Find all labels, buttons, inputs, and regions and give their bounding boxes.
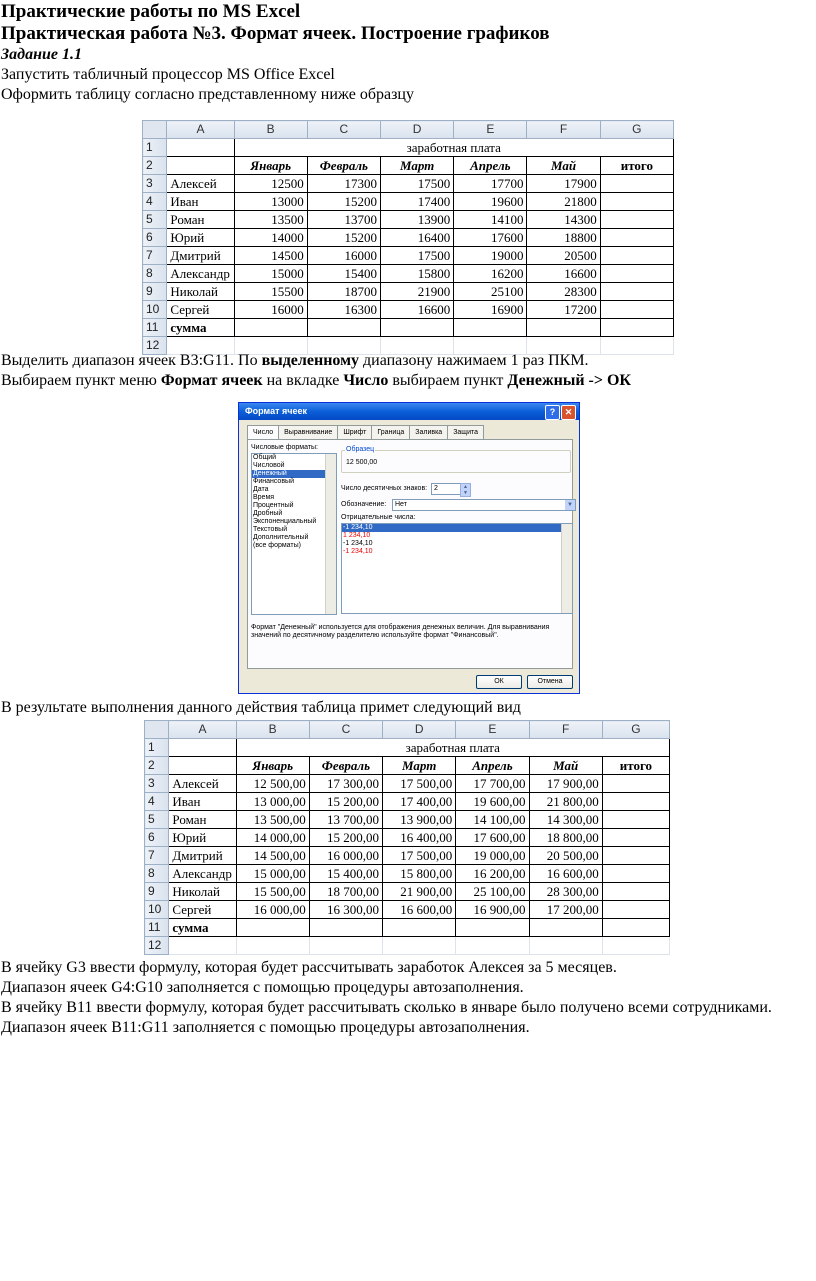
salary-cell[interactable]: 25100: [454, 283, 527, 301]
salary-cell[interactable]: 15500: [234, 283, 307, 301]
table-row: [145, 775, 670, 793]
row-header[interactable]: 7: [143, 247, 167, 265]
month-header[interactable]: Февраль: [309, 757, 382, 775]
total-cell[interactable]: [602, 775, 669, 793]
column-header-row: [145, 721, 670, 739]
document-end: [0, 958, 816, 1038]
row-header[interactable]: 7: [145, 847, 169, 865]
bold-span: Денежный -> ОК: [507, 372, 632, 389]
salary-cell[interactable]: 17 200,00: [529, 901, 602, 919]
sum-cell[interactable]: [307, 319, 380, 337]
negative-label: Отрицательные числа:: [341, 514, 416, 521]
sample-label: Образец: [346, 446, 375, 453]
table-row: [145, 847, 670, 865]
total-cell[interactable]: [602, 793, 669, 811]
salary-cell[interactable]: 16 200,00: [456, 865, 529, 883]
total-cell[interactable]: [602, 901, 669, 919]
instruction-3: [0, 351, 816, 371]
tab-4[interactable]: Заливка: [409, 425, 448, 439]
row-header[interactable]: 5: [143, 211, 167, 229]
help-button[interactable]: ?: [545, 405, 560, 420]
row-header[interactable]: 2: [145, 757, 169, 775]
table-row: [145, 739, 670, 757]
total-cell[interactable]: [602, 847, 669, 865]
table-row: [143, 301, 674, 319]
sample-table: [142, 120, 674, 355]
salary-cell[interactable]: 13900: [381, 211, 454, 229]
salary-cell[interactable]: 19600: [454, 193, 527, 211]
instruction-1: Запустить табличный процессор MS Office Excel: [1, 66, 335, 83]
salary-cell[interactable]: 13 500,00: [236, 811, 309, 829]
tab-5[interactable]: Защита: [447, 425, 484, 439]
column-header-f[interactable]: F: [529, 721, 602, 739]
table-row: [143, 319, 674, 337]
sum-cell[interactable]: [234, 319, 307, 337]
salary-cell[interactable]: 21800: [527, 193, 600, 211]
format-item[interactable]: Процентный: [253, 502, 294, 509]
number-tab-panel: [247, 439, 573, 669]
format-item[interactable]: Общий: [253, 454, 277, 461]
salary-cell[interactable]: 25 100,00: [456, 883, 529, 901]
month-header[interactable]: Апрель: [456, 757, 529, 775]
salary-cell[interactable]: 17 900,00: [529, 775, 602, 793]
instruction-2: Оформить таблицу согласно представленному ниже образцу: [1, 86, 414, 103]
salary-cell[interactable]: 19 600,00: [456, 793, 529, 811]
ok-button[interactable]: ОК: [476, 675, 522, 689]
employee-name[interactable]: Роман: [167, 211, 234, 229]
salary-cell[interactable]: 14 100,00: [456, 811, 529, 829]
doc-title: Практические работы по MS Excel: [1, 1, 301, 22]
instruction-9: Диапазон ячеек B11:G11 заполняется с помощью процедуры автозаполнения.: [1, 1019, 530, 1036]
sample-value: 12 500,00: [346, 459, 378, 466]
dialog-title-bar[interactable]: [239, 403, 579, 420]
format-item[interactable]: Числовой: [253, 462, 285, 469]
salary-cell[interactable]: 14 000,00: [236, 829, 309, 847]
total-cell[interactable]: [600, 211, 673, 229]
work-title: Практическая работа №3. Формат ячеек. Построение графиков: [1, 23, 550, 44]
salary-cell[interactable]: 17600: [454, 229, 527, 247]
salary-cell[interactable]: 14000: [234, 229, 307, 247]
month-header[interactable]: Март: [383, 757, 456, 775]
row-header[interactable]: 8: [143, 265, 167, 283]
employee-name[interactable]: Сергей: [167, 301, 234, 319]
salary-cell[interactable]: 21900: [381, 283, 454, 301]
format-description: Формат "Денежный" используется для отображения денежных величин. Для выравнивания значений по десятичному разделителю используйте формат "Финансовый".: [251, 624, 550, 639]
task-label: Задание 1.1: [1, 46, 82, 63]
document-result: [0, 698, 816, 718]
symbol-select[interactable]: [392, 499, 576, 511]
column-header-b[interactable]: B: [236, 721, 309, 739]
total-cell[interactable]: [602, 811, 669, 829]
table-row: [145, 793, 670, 811]
cell-a1[interactable]: [169, 739, 236, 757]
total-cell[interactable]: [600, 247, 673, 265]
sum-cell[interactable]: [529, 919, 602, 937]
salary-cell[interactable]: 14500: [234, 247, 307, 265]
instruction-6: В ячейку G3 ввести формулу, которая будет рассчитывать заработок Алексея за 5 месяцев.: [1, 959, 617, 976]
column-header-e[interactable]: E: [456, 721, 529, 739]
row-header[interactable]: 6: [145, 829, 169, 847]
formats-list[interactable]: [251, 453, 337, 615]
row-header[interactable]: 8: [145, 865, 169, 883]
salary-cell[interactable]: 14300: [527, 211, 600, 229]
salary-cell[interactable]: 13 900,00: [383, 811, 456, 829]
cell-a1[interactable]: [167, 139, 234, 157]
salary-cell[interactable]: 17 300,00: [309, 775, 382, 793]
column-header-c[interactable]: C: [309, 721, 382, 739]
salary-cell[interactable]: 13 000,00: [236, 793, 309, 811]
employee-name[interactable]: Сергей: [169, 901, 236, 919]
document-mid: [0, 351, 816, 391]
cell-a2[interactable]: [169, 757, 236, 775]
employee-name[interactable]: Николай: [167, 283, 234, 301]
salary-cell[interactable]: 14100: [454, 211, 527, 229]
bold-span: Формат ячеек: [160, 372, 263, 389]
empty-cell[interactable]: [309, 937, 382, 955]
column-header-e[interactable]: E: [454, 121, 527, 139]
cell-a2[interactable]: [167, 157, 234, 175]
table-row: [145, 865, 670, 883]
salary-cell[interactable]: 19000: [454, 247, 527, 265]
employee-name[interactable]: Дмитрий: [169, 847, 236, 865]
total-cell[interactable]: [600, 283, 673, 301]
salary-cell[interactable]: 16300: [307, 301, 380, 319]
table-row: [143, 175, 674, 193]
month-header[interactable]: Апрель: [454, 157, 527, 175]
row-header[interactable]: 11: [145, 919, 169, 937]
month-header[interactable]: Февраль: [307, 157, 380, 175]
total-cell[interactable]: [602, 865, 669, 883]
tab-2[interactable]: Шрифт: [337, 425, 372, 439]
salary-cell[interactable]: 15200: [307, 229, 380, 247]
salary-cell[interactable]: 12500: [234, 175, 307, 193]
column-header-a[interactable]: A: [167, 121, 234, 139]
column-header-a[interactable]: A: [169, 721, 236, 739]
salary-cell[interactable]: 13000: [234, 193, 307, 211]
format-item[interactable]: (все форматы): [253, 542, 301, 549]
total-header[interactable]: итого: [602, 757, 669, 775]
salary-cell[interactable]: 20500: [527, 247, 600, 265]
table-row: [143, 157, 674, 175]
salary-cell[interactable]: 15000: [234, 265, 307, 283]
negative-format-item[interactable]: -1 234,10: [343, 540, 373, 547]
decimals-label: Число десятичных знаков:: [341, 485, 428, 492]
salary-cell[interactable]: 17 400,00: [383, 793, 456, 811]
row-header[interactable]: 6: [143, 229, 167, 247]
text-span: диапазону нажимаем 1 раз ПКМ.: [359, 352, 589, 369]
month-header[interactable]: Январь: [236, 757, 309, 775]
row-header[interactable]: 3: [143, 175, 167, 193]
total-cell[interactable]: [600, 193, 673, 211]
salary-cell[interactable]: 17 700,00: [456, 775, 529, 793]
row-header[interactable]: 4: [145, 793, 169, 811]
row-header[interactable]: 10: [145, 901, 169, 919]
employee-name[interactable]: Роман: [169, 811, 236, 829]
empty-cell[interactable]: [602, 937, 669, 955]
empty-cell[interactable]: [236, 937, 309, 955]
column-header-d[interactable]: D: [383, 721, 456, 739]
table-row: [145, 937, 670, 955]
salary-cell[interactable]: 16 600,00: [529, 865, 602, 883]
sum-cell[interactable]: [236, 919, 309, 937]
row-header[interactable]: 9: [145, 883, 169, 901]
format-item[interactable]: Денежный: [252, 470, 336, 478]
salary-cell[interactable]: 15 200,00: [309, 793, 382, 811]
table-row: [143, 229, 674, 247]
row-header[interactable]: 3: [145, 775, 169, 793]
tab-3[interactable]: Граница: [371, 425, 410, 439]
document: [0, 0, 816, 105]
salary-cell[interactable]: 18700: [307, 283, 380, 301]
salary-cell[interactable]: 16 300,00: [309, 901, 382, 919]
sum-cell[interactable]: [309, 919, 382, 937]
instruction-7: Диапазон ячеек G4:G10 заполняется с помощью процедуры автозаполнения.: [1, 979, 524, 996]
employee-name[interactable]: Александр: [167, 265, 234, 283]
select-all-corner[interactable]: [143, 121, 167, 139]
salary-cell[interactable]: 17 600,00: [456, 829, 529, 847]
salary-cell[interactable]: 17500: [381, 175, 454, 193]
row-header[interactable]: 10: [143, 301, 167, 319]
empty-cell[interactable]: [529, 937, 602, 955]
salary-cell[interactable]: 15 400,00: [309, 865, 382, 883]
salary-cell[interactable]: 16 000,00: [236, 901, 309, 919]
decimals-spinner[interactable]: ▲ ▼: [460, 483, 471, 497]
table-title-cell[interactable]: заработная плата: [236, 739, 669, 757]
row-header[interactable]: 2: [143, 157, 167, 175]
salary-cell[interactable]: 18 800,00: [529, 829, 602, 847]
symbol-value: Нет: [395, 501, 407, 508]
month-header[interactable]: Март: [381, 157, 454, 175]
sum-label[interactable]: сумма: [167, 319, 234, 337]
format-cells-dialog: [238, 402, 580, 694]
salary-cell[interactable]: 15 200,00: [309, 829, 382, 847]
sum-cell[interactable]: [454, 319, 527, 337]
row-header[interactable]: 1: [145, 739, 169, 757]
salary-cell[interactable]: 16 000,00: [309, 847, 382, 865]
salary-cell[interactable]: 19 000,00: [456, 847, 529, 865]
salary-cell[interactable]: 16900: [454, 301, 527, 319]
total-header[interactable]: итого: [600, 157, 673, 175]
negative-format-item[interactable]: 1 234,10: [343, 532, 371, 539]
column-header-row: [143, 121, 674, 139]
text-span: выбираем пункт: [388, 372, 508, 389]
text-span: Выбираем пункт меню: [1, 372, 161, 389]
total-cell[interactable]: [600, 265, 673, 283]
row-header[interactable]: 12: [145, 937, 169, 955]
dialog-tabs: [247, 425, 483, 439]
salary-cell[interactable]: 15 500,00: [236, 883, 309, 901]
salary-cell[interactable]: 16000: [234, 301, 307, 319]
sum-label[interactable]: сумма: [169, 919, 236, 937]
table-row: [145, 883, 670, 901]
format-item[interactable]: Дата: [253, 486, 269, 493]
total-cell[interactable]: [602, 829, 669, 847]
month-header[interactable]: Май: [527, 157, 600, 175]
bold-span: выделенному: [261, 352, 359, 369]
tab-0[interactable]: Число: [247, 425, 279, 441]
negative-scrollbar[interactable]: [561, 524, 572, 613]
employee-name[interactable]: Юрий: [167, 229, 234, 247]
close-button[interactable]: ✕: [561, 405, 576, 420]
month-header[interactable]: Январь: [234, 157, 307, 175]
salary-cell[interactable]: 16000: [307, 247, 380, 265]
salary-cell[interactable]: 13700: [307, 211, 380, 229]
salary-cell[interactable]: 14 300,00: [529, 811, 602, 829]
sum-cell[interactable]: [600, 319, 673, 337]
sample-group: [341, 446, 571, 473]
total-cell[interactable]: [600, 229, 673, 247]
total-cell[interactable]: [602, 883, 669, 901]
salary-cell[interactable]: 15800: [381, 265, 454, 283]
symbol-label: Обозначение:: [341, 501, 387, 508]
sum-cell[interactable]: [527, 319, 600, 337]
table-row: [143, 139, 674, 157]
salary-cell[interactable]: 16400: [381, 229, 454, 247]
table-row: [145, 757, 670, 775]
salary-cell[interactable]: 28 300,00: [529, 883, 602, 901]
format-item[interactable]: Финансовый: [253, 478, 294, 485]
table-row: [145, 811, 670, 829]
salary-cell[interactable]: 17700: [454, 175, 527, 193]
salary-cell[interactable]: 18800: [527, 229, 600, 247]
table-row: [143, 247, 674, 265]
sum-cell[interactable]: [602, 919, 669, 937]
salary-cell[interactable]: 17500: [381, 247, 454, 265]
column-header-f[interactable]: F: [527, 121, 600, 139]
salary-cell[interactable]: 17 500,00: [383, 847, 456, 865]
cancel-button[interactable]: Отмена: [527, 675, 573, 689]
salary-cell[interactable]: 13 700,00: [309, 811, 382, 829]
instruction-8: В ячейку B11 ввести формулу, которая будет рассчитывать сколько в январе было получено всеми сотрудниками.: [1, 999, 772, 1016]
format-item[interactable]: Время: [253, 494, 275, 501]
row-header[interactable]: 9: [143, 283, 167, 301]
salary-cell[interactable]: 15200: [307, 193, 380, 211]
column-header-g[interactable]: G: [602, 721, 669, 739]
formats-label: Числовые форматы:: [251, 444, 318, 451]
salary-cell[interactable]: 14 500,00: [236, 847, 309, 865]
instruction-5: В результате выполнения данного действия таблица примет следующий вид: [1, 699, 521, 716]
empty-cell[interactable]: [456, 937, 529, 955]
table-row: [143, 265, 674, 283]
salary-cell[interactable]: 16 900,00: [456, 901, 529, 919]
row-header[interactable]: 4: [143, 193, 167, 211]
column-header-d[interactable]: D: [381, 121, 454, 139]
employee-name[interactable]: Иван: [167, 193, 234, 211]
dialog-title: Формат ячеек: [245, 406, 308, 416]
sum-cell[interactable]: [381, 319, 454, 337]
salary-cell[interactable]: 16600: [527, 265, 600, 283]
salary-cell[interactable]: 16 600,00: [383, 901, 456, 919]
tab-1[interactable]: Выравнивание: [278, 425, 338, 439]
salary-cell[interactable]: 13500: [234, 211, 307, 229]
row-header[interactable]: 12: [143, 337, 167, 355]
negative-numbers-list[interactable]: [341, 523, 573, 614]
salary-cell[interactable]: 18 700,00: [309, 883, 382, 901]
salary-cell[interactable]: 16600: [381, 301, 454, 319]
employee-name[interactable]: Юрий: [169, 829, 236, 847]
salary-cell[interactable]: 15400: [307, 265, 380, 283]
instruction-4: [0, 371, 816, 391]
employee-name[interactable]: Алексей: [169, 775, 236, 793]
salary-cell[interactable]: 16 400,00: [383, 829, 456, 847]
table-row: [145, 829, 670, 847]
table-row: [145, 901, 670, 919]
empty-cell[interactable]: [169, 937, 236, 955]
salary-cell[interactable]: 15 000,00: [236, 865, 309, 883]
employee-name[interactable]: Николай: [169, 883, 236, 901]
negative-format-item[interactable]: -1 234,10: [343, 548, 373, 555]
total-cell[interactable]: [600, 301, 673, 319]
text-span: на вкладке: [262, 372, 344, 389]
table-row: [143, 283, 674, 301]
salary-cell[interactable]: 17200: [527, 301, 600, 319]
table-row: [143, 193, 674, 211]
row-header[interactable]: 1: [143, 139, 167, 157]
format-item[interactable]: Текстовый: [253, 526, 288, 533]
salary-cell[interactable]: 21 800,00: [529, 793, 602, 811]
column-header-c[interactable]: C: [307, 121, 380, 139]
employee-name[interactable]: Алексей: [167, 175, 234, 193]
format-item[interactable]: Дополнительный: [253, 534, 309, 541]
format-item[interactable]: Дробный: [253, 510, 283, 517]
employee-name[interactable]: Иван: [169, 793, 236, 811]
chevron-down-icon[interactable]: ▼: [565, 500, 575, 510]
total-cell[interactable]: [600, 175, 673, 193]
sum-cell[interactable]: [456, 919, 529, 937]
employee-name[interactable]: Дмитрий: [167, 247, 234, 265]
sum-cell[interactable]: [383, 919, 456, 937]
format-item[interactable]: Экспоненциальный: [253, 518, 317, 525]
bold-span: Число: [343, 372, 389, 389]
row-header[interactable]: 5: [145, 811, 169, 829]
salary-cell[interactable]: 17300: [307, 175, 380, 193]
table-title-cell[interactable]: заработная плата: [234, 139, 673, 157]
result-table: [144, 720, 670, 955]
salary-cell[interactable]: 21 900,00: [383, 883, 456, 901]
select-all-corner[interactable]: [145, 721, 169, 739]
salary-cell[interactable]: 20 500,00: [529, 847, 602, 865]
month-header[interactable]: Май: [529, 757, 602, 775]
table-row: [145, 919, 670, 937]
salary-cell[interactable]: 12 500,00: [236, 775, 309, 793]
table-row: [143, 211, 674, 229]
salary-cell[interactable]: 16200: [454, 265, 527, 283]
salary-cell[interactable]: 28300: [527, 283, 600, 301]
text-span: Выделить диапазон ячеек B3:G11. По: [1, 352, 262, 369]
column-header-b[interactable]: B: [234, 121, 307, 139]
row-header[interactable]: 11: [143, 319, 167, 337]
decimals-input[interactable]: 2: [431, 483, 461, 495]
formats-scrollbar[interactable]: [325, 454, 336, 614]
salary-cell[interactable]: 17900: [527, 175, 600, 193]
empty-cell[interactable]: [383, 937, 456, 955]
salary-cell[interactable]: 15 800,00: [383, 865, 456, 883]
employee-name[interactable]: Александр: [169, 865, 236, 883]
salary-cell[interactable]: 17400: [381, 193, 454, 211]
negative-format-item[interactable]: -1 234,10: [342, 524, 572, 532]
salary-cell[interactable]: 17 500,00: [383, 775, 456, 793]
column-header-g[interactable]: G: [600, 121, 673, 139]
